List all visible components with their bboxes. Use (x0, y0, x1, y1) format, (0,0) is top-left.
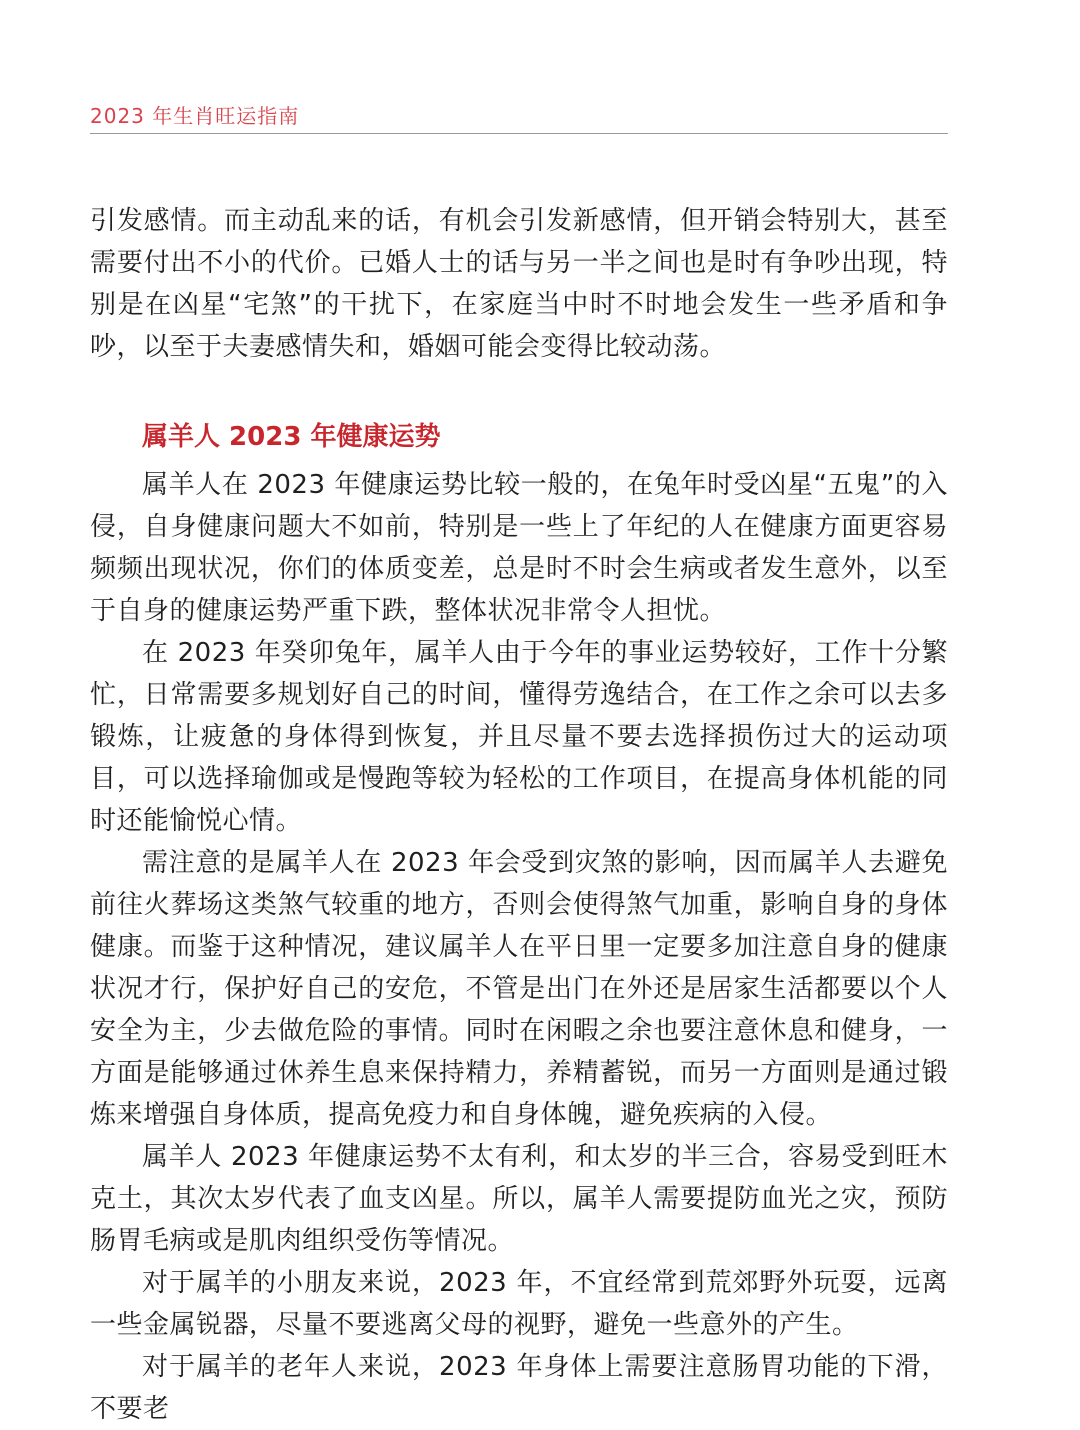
header-title: 2023 年生肖旺运指南 (90, 104, 300, 128)
paragraph-3: 需注意的是属羊人在 2023 年会受到灾煞的影响，因而属羊人去避免前往火葬场这类煞气较重的地方，否则会使得煞气加重，影响自身的身体健康。而鉴于这种情况，建议属羊人在平日里一定要多加注意自身的健康状况才行，保护好自己的安危，不管是出门在外还是居家生活都要以个人安全为主，少去做危险的事情。同时在闲暇之余也要注意休息和健身，一方面是能够通过休养生息来保持精力，养精蓄锐，而另一方面则是通过锻炼来增强自身体质，提高免疫力和自身体魄，避免疾病的入侵。 (90, 848, 948, 1130)
section-title: 属羊人 2023 年健康运势 (142, 422, 441, 452)
intro-paragraph: 引发感情。而主动乱来的话，有机会引发新感情，但开销会特别大，甚至需要付出不小的代价。已婚人士的话与另一半之间也是时有争吵出现，特别是在凶星“宅煞”的干扰下，在家庭当中时不时地会发生一些矛盾和争吵，以至于夫妻感情失和，婚姻可能会变得比较动荡。 (90, 206, 948, 362)
article-body (90, 200, 948, 1430)
paragraph-5: 对于属羊的小朋友来说，2023 年，不宜经常到荒郊野外玩耍，远离一些金属锐器，尽量不要逃离父母的视野，避免一些意外的产生。 (90, 1268, 948, 1340)
paragraph-1: 属羊人在 2023 年健康运势比较一般的，在兔年时受凶星“五鬼”的入侵，自身健康问题大不如前，特别是一些上了年纪的人在健康方面更容易频频出现状况，你们的体质变差，总是时不时会生病或者发生意外，以至于自身的健康运势严重下跌，整体状况非常令人担忧。 (90, 470, 948, 626)
paragraph-6: 对于属羊的老年人来说，2023 年身体上需要注意肠胃功能的下滑，不要老 (90, 1352, 948, 1424)
paragraph-4: 属羊人 2023 年健康运势不太有利，和太岁的半三合，容易受到旺木克土，其次太岁代表了血支凶星。所以，属羊人需要提防血光之灾，预防肠胃毛病或是肌肉组织受伤等情况。 (90, 1142, 948, 1256)
page-header (90, 100, 948, 134)
paragraph-2: 在 2023 年癸卯兔年，属羊人由于今年的事业运势较好，工作十分繁忙，日常需要多规划好自己的时间，懂得劳逸结合，在工作之余可以去多锻炼，让疲惫的身体得到恢复，并且尽量不要去选择损伤过大的运动项目，可以选择瑜伽或是慢跑等较为轻松的工作项目，在提高身体机能的同时还能愉悦心情。 (90, 638, 948, 836)
